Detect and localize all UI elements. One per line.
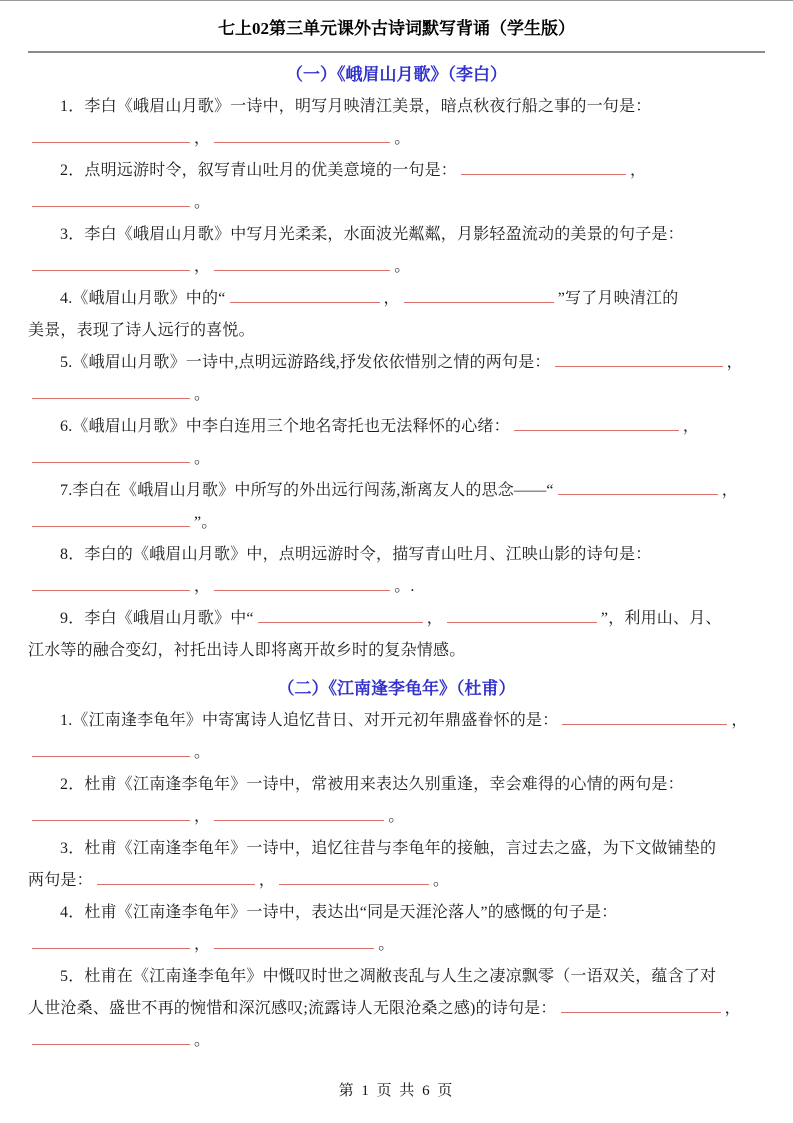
question-text: 6.《峨眉山月歌》中李白连用三个地名寄托也无法释怀的心绪： <box>60 418 510 435</box>
question-text: 。 <box>194 450 211 467</box>
s2-question-3-line-2 <box>28 865 765 897</box>
question-text: ， <box>194 130 211 147</box>
answer-blank[interactable] <box>32 126 190 143</box>
section-heading-2: （二）《江南逢李龟年》（杜甫） <box>277 679 516 698</box>
question-text: ， <box>258 872 276 889</box>
answer-blank[interactable] <box>214 126 390 143</box>
s2-question-1-line-1 <box>28 705 765 737</box>
s1-question-6-line-1 <box>28 411 765 443</box>
s1-question-3-line-2 <box>28 251 765 283</box>
question-text: ， <box>731 712 748 729</box>
question-text: ， <box>726 354 743 371</box>
s2-question-5-line-2 <box>28 993 765 1025</box>
section-heading-1: （一）《峨眉山月歌》（李白） <box>286 65 507 84</box>
question-text: 2．杜甫《江南逢李龟年》一诗中，常被用来表达久别重逢，幸会难得的心情的两句是： <box>60 776 684 793</box>
document-title: 七上02第三单元课外古诗词默写背诵（学生版） <box>28 15 765 53</box>
s1-question-7-line-2 <box>28 507 765 539</box>
question-text: ， <box>682 418 700 435</box>
question-text: 。 <box>394 130 411 147</box>
question-text: 4.《峨眉山月歌》中的“ <box>60 290 226 307</box>
s2-question-5-line-3 <box>28 1025 765 1057</box>
question-text: 2．点明远游时令，叙写青山吐月的优美意境的一句是： <box>60 162 458 179</box>
question-text: 两句是： <box>28 872 93 889</box>
s2-question-1-line-2 <box>28 737 765 769</box>
question-text: ”，利用山、月、 <box>600 610 722 627</box>
answer-blank[interactable] <box>32 1028 190 1045</box>
question-text: 美景，表现了诗人远行的喜悦。 <box>28 322 255 339</box>
question-text: ， <box>383 290 400 307</box>
question-text: 。. <box>394 578 415 595</box>
question-text: ， <box>630 162 647 179</box>
answer-blank[interactable] <box>32 574 190 591</box>
s1-question-9-line-1 <box>28 603 765 635</box>
question-text: 3．杜甫《江南逢李龟年》一诗中，追忆往昔与李龟年的接触，言过去之盛，为下文做铺垫的 <box>60 840 717 857</box>
answer-blank[interactable] <box>279 868 429 885</box>
question-text: 。 <box>194 386 211 403</box>
s2-question-4-line-1 <box>28 897 765 929</box>
answer-blank[interactable] <box>214 254 390 271</box>
answer-blank[interactable] <box>461 158 626 175</box>
question-text: 1.《江南逢李龟年》中寄寓诗人追忆昔日、对开元初年鼎盛眷怀的是： <box>60 712 559 729</box>
worksheet-page <box>0 1 793 1123</box>
s2-question-2-line-1 <box>28 769 765 801</box>
question-text: 4．杜甫《江南逢李龟年》一诗中，表达出“同是天涯沦落人”的感慨的句子是： <box>60 904 618 921</box>
s2-question-2-line-2 <box>28 801 765 833</box>
s2-question-4-line-2 <box>28 929 765 961</box>
question-text: 。 <box>433 872 450 889</box>
answer-blank[interactable] <box>97 868 255 885</box>
s1-question-5-line-1 <box>28 347 765 379</box>
s2-question-5-line-1 <box>28 961 765 993</box>
question-text: 5．杜甫在《江南逢李龟年》中慨叹时世之凋敝丧乱与人生之凄凉飘零（一语双关，蕴含了对 <box>60 968 717 985</box>
question-text: 8．李白的《峨眉山月歌》中，点明远游时令，描写青山吐月、江映山影的诗句是： <box>60 546 652 563</box>
answer-blank[interactable] <box>32 932 190 949</box>
question-text: 江水等的融合变幻，衬托出诗人即将离开故乡时的复杂情感。 <box>28 642 466 659</box>
answer-blank[interactable] <box>230 286 380 303</box>
s1-question-2-line-2 <box>28 187 765 219</box>
answer-blank[interactable] <box>447 606 597 623</box>
s1-question-6-line-2 <box>28 443 765 475</box>
answer-blank[interactable] <box>214 574 390 591</box>
answer-blank[interactable] <box>32 254 190 271</box>
answer-blank[interactable] <box>404 286 554 303</box>
answer-blank[interactable] <box>514 414 679 431</box>
question-text: 。 <box>378 936 395 953</box>
question-text: ， <box>194 808 211 825</box>
answer-blank[interactable] <box>555 350 723 367</box>
s1-question-8-line-1 <box>28 539 765 571</box>
s1-question-4-line-1 <box>28 283 765 315</box>
question-text: ， <box>194 258 211 275</box>
question-text: 3．李白《峨眉山月歌》中写月光柔柔，水面波光粼粼，月影轻盈流动的美景的句子是： <box>60 226 684 243</box>
s1-question-7-line-1 <box>28 475 765 507</box>
answer-blank[interactable] <box>32 510 190 527</box>
question-text: 。 <box>394 258 411 275</box>
answer-blank[interactable] <box>214 804 384 821</box>
answer-blank[interactable] <box>32 190 190 207</box>
answer-blank[interactable] <box>32 382 190 399</box>
s1-question-1-line-1 <box>28 91 765 123</box>
s1-question-1-line-2 <box>28 123 765 155</box>
page-number-footer: 第 1 页 共 6 页 <box>338 1083 455 1099</box>
answer-blank[interactable] <box>258 606 423 623</box>
answer-blank[interactable] <box>558 478 718 495</box>
question-text: 1．李白《峨眉山月歌》一诗中，明写月映清江美景，暗点秋夜行船之事的一句是： <box>60 98 652 115</box>
question-text: 。 <box>194 744 211 761</box>
question-text: ， <box>724 1000 741 1017</box>
s1-question-8-line-2 <box>28 571 765 603</box>
answer-blank[interactable] <box>214 932 374 949</box>
s1-question-5-line-2 <box>28 379 765 411</box>
question-text: 9．李白《峨眉山月歌》中“ <box>60 610 254 627</box>
question-text: 人世沧桑、盛世不再的惋惜和深沉感叹;流露诗人无限沧桑之感)的诗句是： <box>28 1000 557 1017</box>
s1-question-2-line-1 <box>28 155 765 187</box>
answer-blank[interactable] <box>32 740 190 757</box>
answer-blank[interactable] <box>32 804 190 821</box>
question-text: ， <box>194 936 211 953</box>
answer-blank[interactable] <box>32 446 190 463</box>
s1-question-4-line-2 <box>28 315 765 347</box>
question-text: ， <box>426 610 443 627</box>
question-text: 。 <box>194 1032 211 1049</box>
question-text: 5.《峨眉山月歌》一诗中,点明远游路线,抒发依依惜别之情的两句是： <box>60 354 551 371</box>
question-text: ， <box>194 578 211 595</box>
s2-question-3-line-1 <box>28 833 765 865</box>
s1-question-9-line-2 <box>28 635 765 667</box>
question-text: ”。 <box>194 514 218 531</box>
answer-blank[interactable] <box>561 996 721 1013</box>
question-text: ， <box>721 482 738 499</box>
worksheet-body <box>28 59 765 1057</box>
s1-question-3-line-1 <box>28 219 765 251</box>
question-text: 。 <box>388 808 405 825</box>
answer-blank[interactable] <box>562 708 727 725</box>
question-text: 。 <box>194 194 211 211</box>
question-text: 7.李白在《峨眉山月歌》中所写的外出远行闯荡,渐离友人的思念——“ <box>60 482 554 499</box>
question-text: ”写了月映清江的 <box>557 290 679 307</box>
